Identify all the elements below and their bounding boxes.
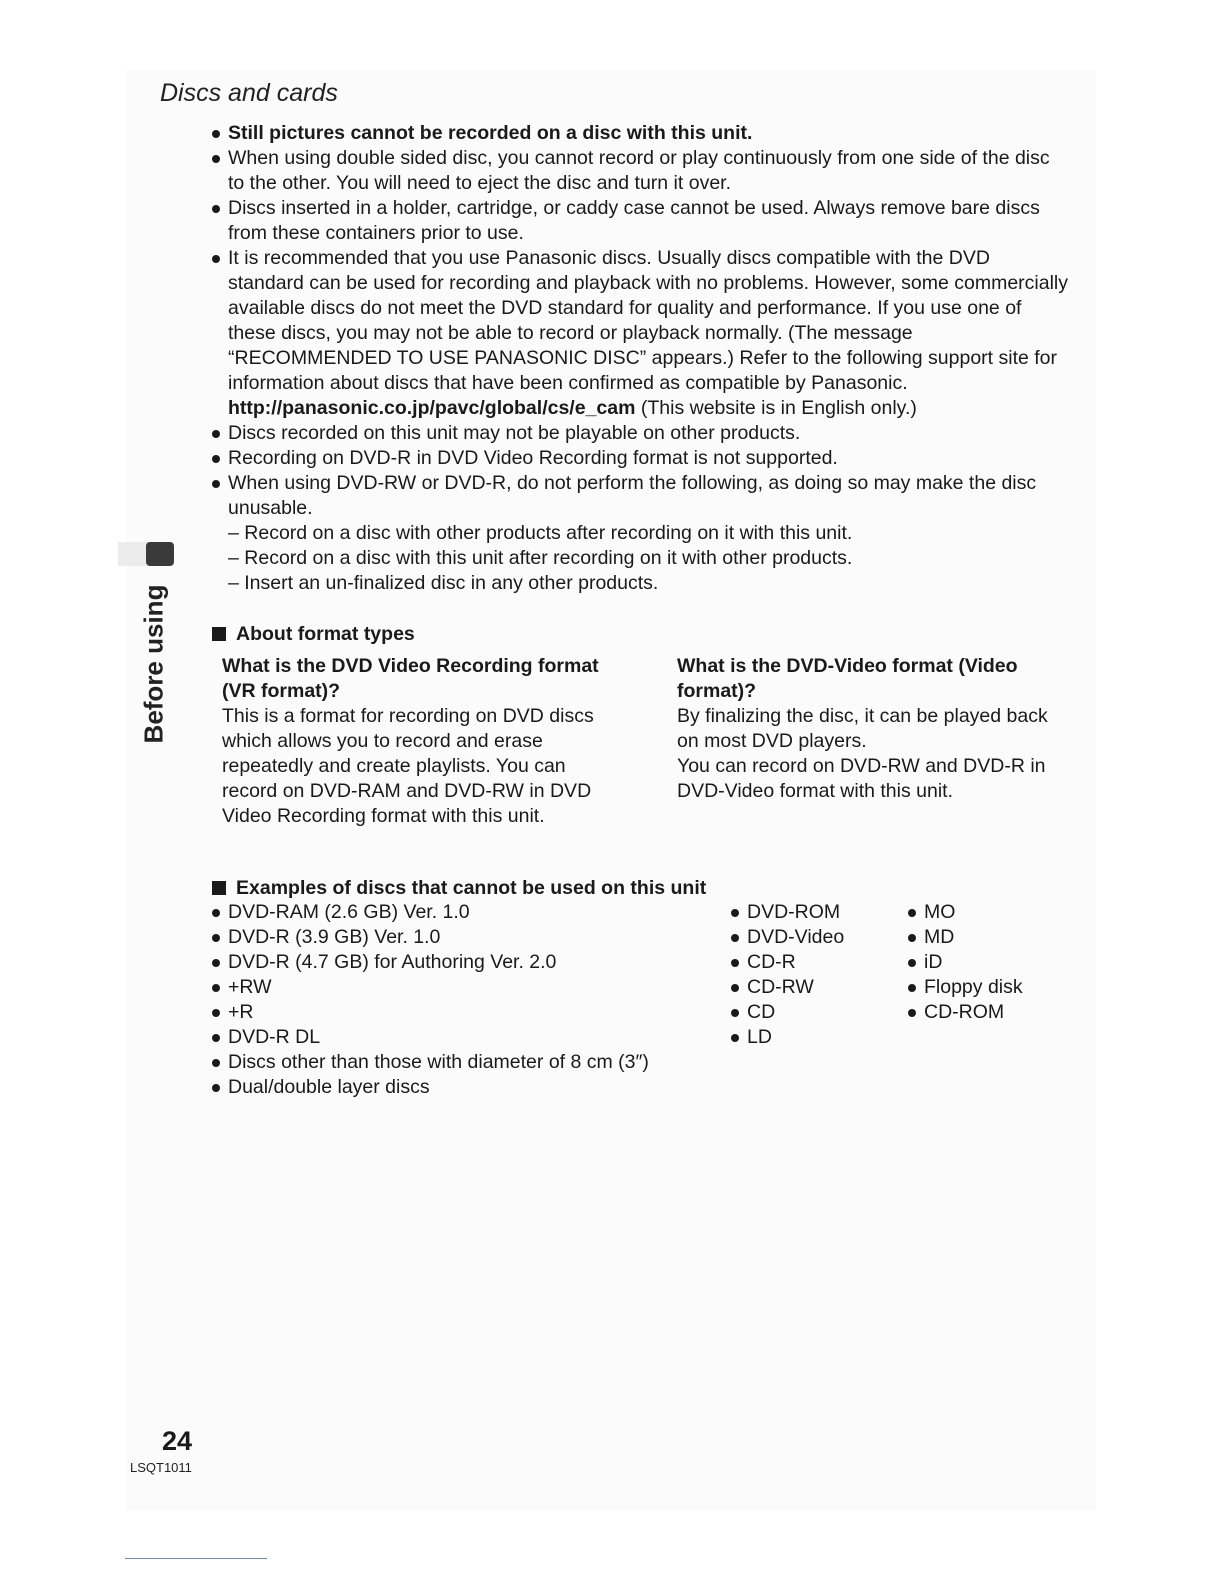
list-item: DVD-R (4.7 GB) for Authoring Ver. 2.0: [210, 950, 710, 975]
list-item: +RW: [210, 975, 710, 1000]
bullet-icon: [212, 205, 220, 213]
square-bullet-icon: [212, 881, 226, 895]
side-tab-shade: [118, 542, 148, 566]
bottom-rule: [125, 1558, 267, 1559]
bullet-icon: [212, 130, 220, 138]
bullet-icon: [212, 255, 220, 263]
bullet-icon: [212, 1009, 220, 1017]
list-item: DVD-Video: [729, 925, 899, 950]
video-format-answer: By finalizing the disc, it can be played back on most DVD players. You can record on DVD-RW and DVD-R in DVD-Video format with this unit.: [677, 705, 1048, 802]
bullet-icon: [731, 984, 739, 992]
vr-format-question: What is the DVD Video Recording format (VR format)?: [222, 655, 599, 702]
note-panasonic-discs: It is recommended that you use Panasonic discs. Usually discs compatible with the DVD standard can be used for recording and playback with no problems. However, some commercially available discs do not meet the DVD standard for quality and performance. If you use one of these discs, you may not be able to record or playback normally. (The message “RECOMMENDED TO USE PANASONIC DISC” appears.) Refer to the following support site for information about discs that have been confirmed as compatible by Panasonic. http://panasonic.co.jp/pavc/global/cs/e_cam (This website is in English only.): [210, 246, 1090, 421]
list-item: CD: [729, 1000, 899, 1025]
video-format-column: [677, 654, 1087, 804]
list-item: DVD-R (3.9 GB) Ver. 1.0: [210, 925, 710, 950]
bullet-icon: [212, 455, 220, 463]
bullet-icon: [731, 1034, 739, 1042]
bullet-icon: [212, 1059, 220, 1067]
bullet-icon: [908, 984, 916, 992]
video-format-question: What is the DVD-Video format (Video format)?: [677, 655, 1018, 702]
note-dvd-rw-warning: When using DVD-RW or DVD-R, do not perform the following, as doing so may make the disc unusable.: [210, 471, 1090, 521]
chapter-tab-marker: [146, 542, 174, 566]
bullet-icon: [212, 1084, 220, 1092]
bullet-icon: [908, 1009, 916, 1017]
list-item: iD: [906, 950, 1086, 975]
bullet-icon: [908, 934, 916, 942]
bullet-icon: [731, 1009, 739, 1017]
list-item: CD-ROM: [906, 1000, 1086, 1025]
unusable-discs-list-3: [906, 900, 1086, 1025]
page-number: 24: [162, 1426, 193, 1456]
list-item: Floppy disk: [906, 975, 1086, 1000]
vr-format-answer: This is a format for recording on DVD discs which allows you to record and erase repeatedly and create playlists. You can record on DVD-RAM and DVD-RW in DVD Video Recording format with this unit.: [222, 705, 594, 827]
list-item: MD: [906, 925, 1086, 950]
warning-item: – Record on a disc with this unit after recording on it with other products.: [228, 547, 853, 569]
document-code: LSQT1011: [130, 1460, 192, 1475]
list-item: CD-R: [729, 950, 899, 975]
bullet-icon: [731, 959, 739, 967]
square-bullet-icon: [212, 627, 226, 641]
support-site-link[interactable]: http://panasonic.co.jp/pavc/global/cs/e_cam: [228, 397, 636, 419]
bullet-icon: [212, 959, 220, 967]
list-item: Dual/double layer discs: [210, 1075, 710, 1100]
list-item: DVD-RAM (2.6 GB) Ver. 1.0: [210, 900, 710, 925]
note-double-sided: When using double sided disc, you cannot record or play continuously from one side of the disc to the other. You will need to eject the disc and turn it over.: [210, 146, 1090, 196]
chapter-side-label: Before using: [138, 584, 169, 744]
note-playable: Discs recorded on this unit may not be playable on other products.: [210, 421, 1090, 446]
bullet-icon: [212, 984, 220, 992]
bullet-icon: [731, 909, 739, 917]
list-item: DVD-R DL: [210, 1025, 710, 1050]
list-item: LD: [729, 1025, 899, 1050]
bullet-icon: [212, 909, 220, 917]
warning-item: – Record on a disc with other products after recording on it with this unit.: [228, 522, 853, 544]
bullet-icon: [212, 155, 220, 163]
bullet-icon: [908, 959, 916, 967]
bullet-icon: [908, 909, 916, 917]
vr-format-column: [222, 654, 652, 829]
unusable-discs-list-2: [729, 900, 899, 1050]
disc-notes: [210, 121, 1090, 596]
format-types-heading: About format types: [212, 622, 415, 647]
unusable-discs-list-1: [210, 900, 710, 1100]
bullet-icon: [212, 934, 220, 942]
bullet-icon: [212, 430, 220, 438]
bullet-icon: [212, 480, 220, 488]
section-title: Discs and cards: [160, 79, 338, 107]
note-dvd-r-vr: Recording on DVD-R in DVD Video Recording format is not supported.: [210, 446, 1090, 471]
list-item: MO: [906, 900, 1086, 925]
bullet-icon: [212, 1034, 220, 1042]
note-holder: Discs inserted in a holder, cartridge, or caddy case cannot be used. Always remove bare discs from these containers prior to use.: [210, 196, 1090, 246]
note-still-pictures: Still pictures cannot be recorded on a disc with this unit.: [210, 121, 1090, 146]
bullet-icon: [731, 934, 739, 942]
list-item: Discs other than those with diameter of 8 cm (3″): [210, 1050, 710, 1075]
warning-item: – Insert an un-finalized disc in any other products.: [228, 572, 659, 594]
list-item: DVD-ROM: [729, 900, 899, 925]
list-item: +R: [210, 1000, 710, 1025]
examples-heading: Examples of discs that cannot be used on this unit: [212, 876, 706, 901]
list-item: CD-RW: [729, 975, 899, 1000]
